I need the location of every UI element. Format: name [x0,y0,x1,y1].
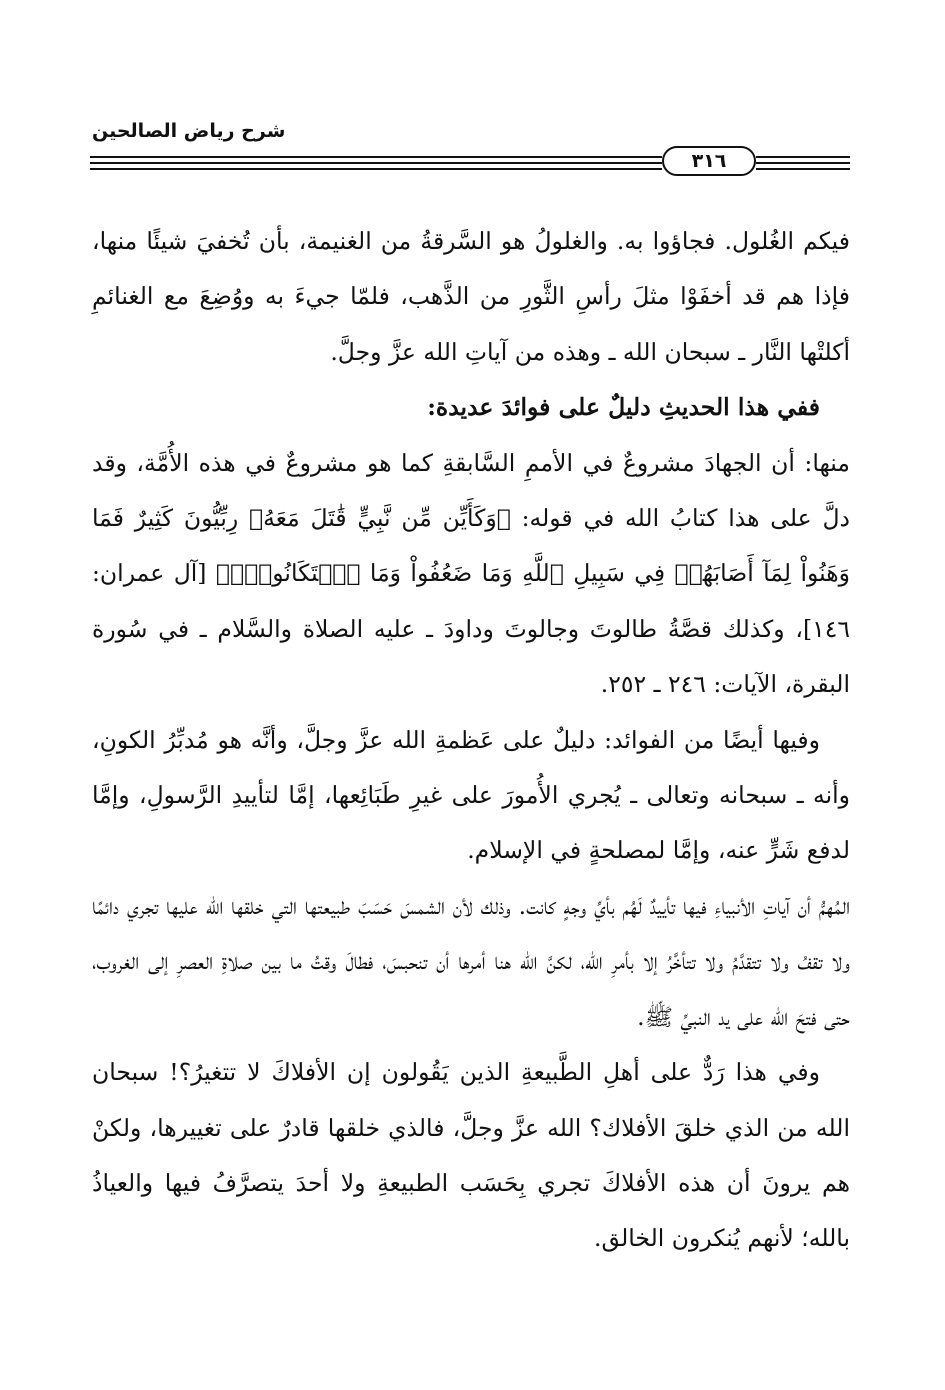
paragraph: المُهمُّ أن آياتِ الأنبياءِ فيها تأييدٌ لَهُم بأيِّ وجهٍ كانت. وذلك لأن الشمسَ حَسَبَ طبيعتها التي خلقها الله عليها تجري دائمًا ولا تقفُ ولا تتقدَّمُ ولا تتأخَّرُ إلا بأمرِ الله، لكنَّ الله هنا أمرها أن تنحبسَ، فطالَ وقتُ ما بين صلاةِ العصرِ إلى الغروب، حتى فتحَ الله على يد النبيِّ ﷺ. [92,891,850,1031]
header-rule-line [90,168,662,170]
running-header-title: شرح رياض الصالحين [92,120,286,142]
header-rule-line [756,168,850,170]
page-body [92,214,850,1267]
header-rule-line [756,162,850,164]
paragraph: وفي هذا رَدٌّ على أهلِ الطَّبيعةِ الذين يَقُولون إن الأفلاكَ لا تتغيرُ؟! سبحان الله من الذي خلقَ الأفلاك؟ الله عزَّ وجلَّ، فالذي خلقها قادرٌ على تغييرها، ولكنْ هم يرونَ أن هذه الأفلاكَ تجري بِحَسَب الطبيعةِ ولا أحدَ يتصرَّفُ فيها والعياذُ بالله؛ لأنهم يُنكرون الخالق. [92,1058,850,1253]
header-rule-line [90,162,662,164]
paragraph: فيكم الغُلول. فجاؤوا به. والغلولُ هو السَّرقةُ من الغنيمة، بأن تُخفيَ شيئًا منها، فإذا هم قد أخفَوْا مثلَ رأسِ الثَّورِ من الذَّهب، فلمّا جيءَ به ووُضِعَ مع الغنائمِ أكلتْها النَّار ـ سبحان الله ـ وهذه من آياتِ الله عزَّ وجلَّ. [92,227,850,366]
paragraph: منها: أن الجهادَ مشروعٌ في الأممِ السَّابقةِ كما هو مشروعٌ في هذه الأُمَّة، وقد دلَّ على هذا كتابُ الله في قوله: ﴿وَكَأَيِّن مِّن نَّبِيٍّ قَٰتَلَ مَعَهُۥ رِبِّيُّونَ كَثِيرٌ فَمَا وَهَنُواْ لِمَآ أَصَابَهُمۡ فِي سَبِيلِ ٱللَّهِ وَمَا ضَعُفُواْ وَمَا ٱسۡتَكَانُواْۗ﴾ [آل عمران: ١٤٦]، وكذلك قصَّةُ طالوتَ وجالوتَ وداودَ ـ عليه الصلاة والسَّلام ـ في سُورة البقرة، الآيات: ٢٤٦ ـ ٢٥٢. [92,448,850,699]
header-rule [90,146,850,176]
header-rule-line [756,156,850,158]
header-rule-line [90,156,662,158]
page-number: ٣١٦ [662,146,756,176]
paragraph: وفيها أيضًا من الفوائد: دليلٌ على عَظمةِ الله عزَّ وجلَّ، وأنَّه هو مُدبِّرُ الكونِ، وأنه ـ سبحانه وتعالى ـ يُجري الأُمورَ على غيرِ طَبَائِعها، إمَّا لتأييدِ الرَّسولِ، وإمَّا لدفع شَرٍّ عنه، وإمَّا لمصلحةٍ في الإسلام. [92,725,850,865]
paragraph-heading: ففي هذا الحديثِ دليلٌ على فوائدَ عديدة: [427,393,820,422]
